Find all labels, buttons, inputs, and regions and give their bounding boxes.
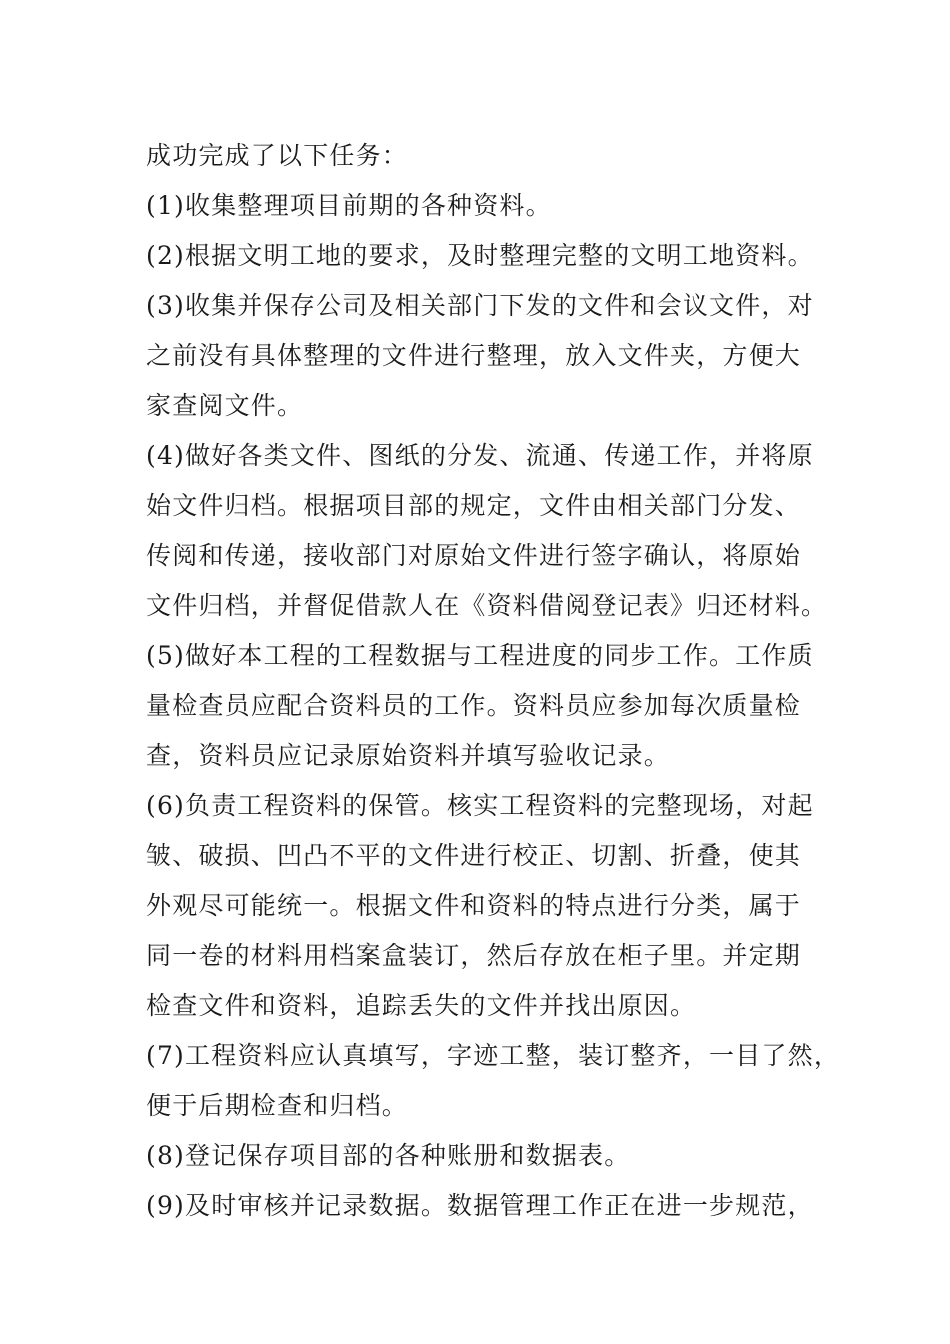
- text-line: 皱、破损、凹凸不平的文件进行校正、切割、折叠，使其: [146, 841, 802, 870]
- text-line: 始文件归档。根据项目部的规定，文件由相关部门分发、: [146, 491, 802, 520]
- text-line: 便于后期检查和归档。: [146, 1091, 409, 1120]
- text-line: (5)做好本工程的工程数据与工程进度的同步工作。工作质: [146, 641, 814, 670]
- text-line: 同一卷的材料用档案盒装订，然后存放在柜子里。并定期: [146, 941, 802, 970]
- text-line: (8)登记保存项目部的各种账册和数据表。: [146, 1141, 631, 1170]
- text-line: (7)工程资料应认真填写，字迹工整，装订整齐，一目了然，: [146, 1041, 841, 1070]
- text-line: 文件归档，并督促借款人在《资料借阅登记表》归还材料。: [146, 591, 828, 620]
- text-line: 查，资料员应记录原始资料并填写验收记录。: [146, 741, 671, 770]
- body-text: [146, 131, 841, 1231]
- text-line: (4)做好各类文件、图纸的分发、流通、传递工作，并将原: [146, 441, 814, 470]
- text-line: (6)负责工程资料的保管。核实工程资料的完整现场，对起: [146, 791, 814, 820]
- text-line: (1)收集整理项目前期的各种资料。: [146, 191, 552, 220]
- text-line: (2)根据文明工地的要求，及时整理完整的文明工地资料。: [146, 241, 814, 270]
- text-line: 外观尽可能统一。根据文件和资料的特点进行分类，属于: [146, 891, 802, 920]
- text-line: (3)收集并保存公司及相关部门下发的文件和会议文件，对: [146, 291, 814, 320]
- text-line: 成功完成了以下任务：: [146, 141, 409, 170]
- text-line: 量检查员应配合资料员的工作。资料员应参加每次质量检: [146, 691, 802, 720]
- text-line: 检查文件和资料，追踪丢失的文件并找出原因。: [146, 991, 697, 1020]
- text-line: 之前没有具体整理的文件进行整理，放入文件夹，方便大: [146, 341, 802, 370]
- text-line: (9)及时审核并记录数据。数据管理工作正在进一步规范，: [146, 1191, 814, 1220]
- text-line: 家查阅文件。: [146, 391, 304, 420]
- text-line: 传阅和传递，接收部门对原始文件进行签字确认，将原始: [146, 541, 802, 570]
